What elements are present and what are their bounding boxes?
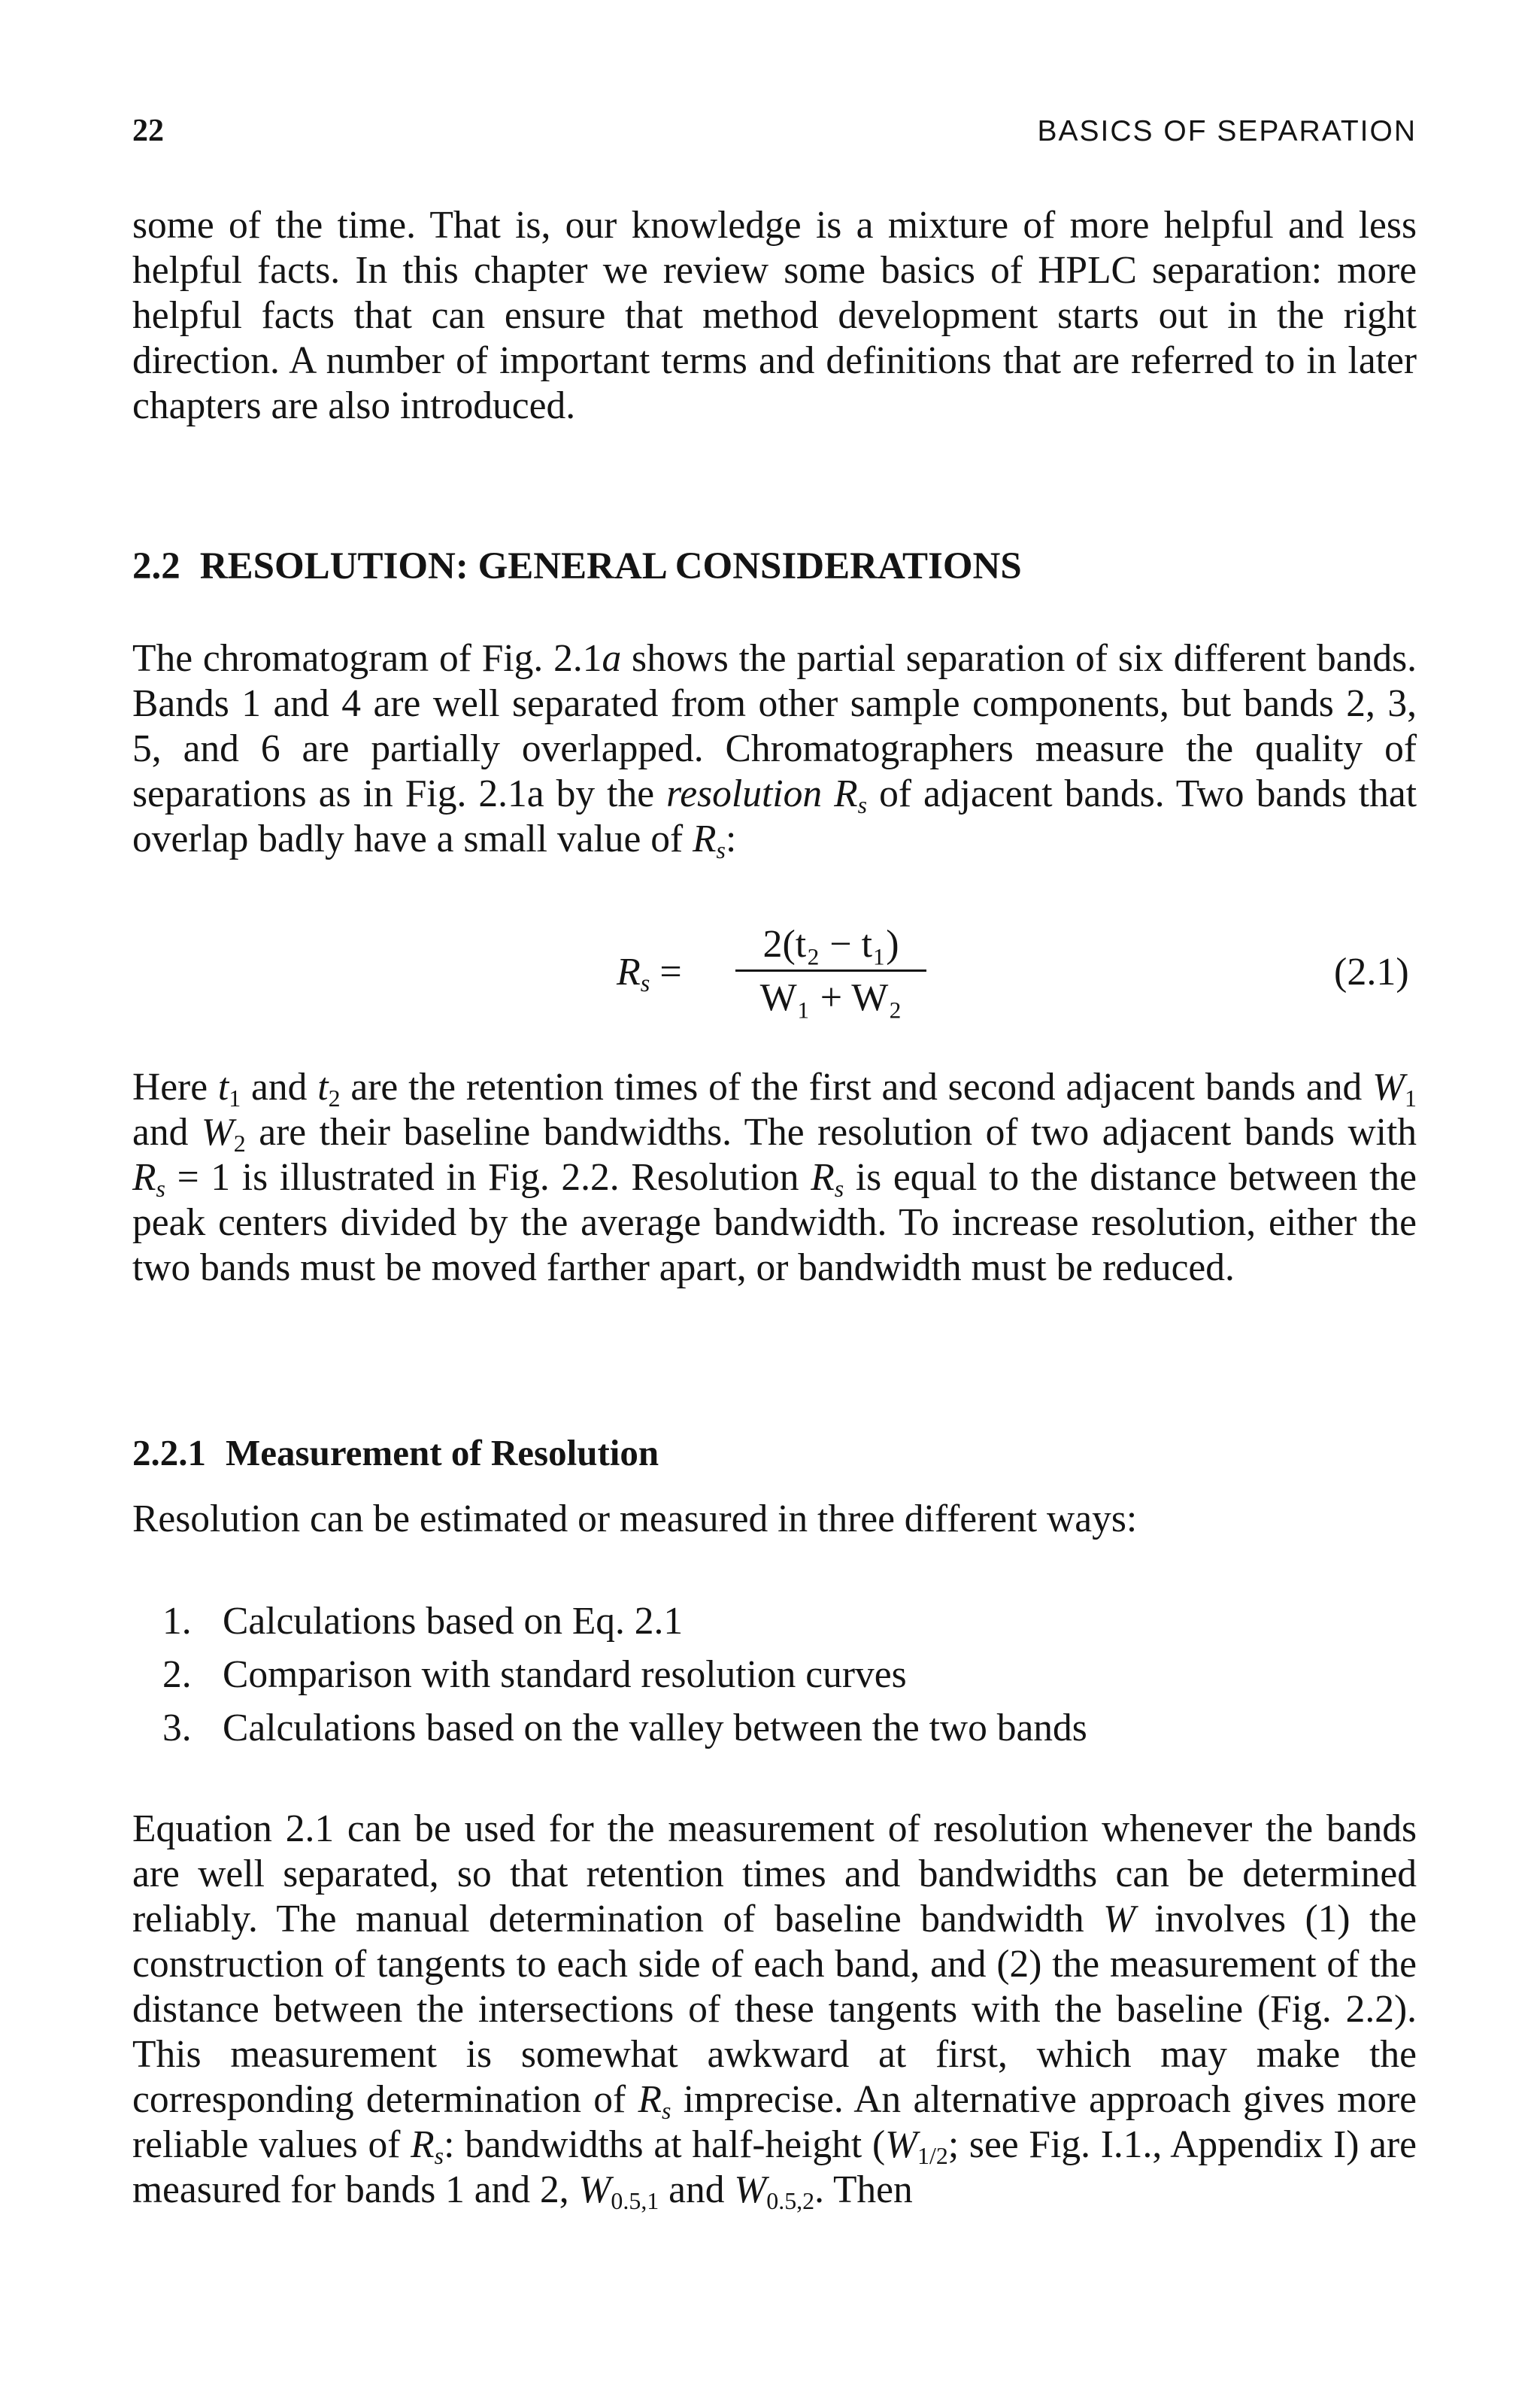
intro-paragraph: some of the time. That is, our knowledge is a mixture of more helpful and less helpful facts. In this chapter we review some basics of HPLC separation: more helpful facts that can ensure that method development starts out in the right direction. A number of important terms and definitions that are referred to in later chapters are also introduced. [132, 204, 1417, 427]
fraction-bar [735, 969, 926, 972]
equation-denominator: W₁ + W₂ [759, 976, 902, 1019]
running-title: BASICS OF SEPARATION [1037, 115, 1417, 147]
intro-paragraph-block [132, 203, 1417, 429]
section-title: RESOLUTION: GENERAL CONSIDERATIONS [199, 545, 1022, 587]
here-paragraph-block [132, 1065, 1417, 1291]
subsection-number: 2.2.1 [132, 1432, 206, 1473]
page-number: 22 [132, 114, 164, 148]
equation-2-1 [0, 921, 1540, 1027]
here-paragraph: Here $t_1$ and $t_2$ are the retention times of the first and second adjacent bands and $W_1$ and $W_2$ are their baseline bandwidths. The resolution of two adjacent bands with $R_s = 1$ is illustrated in Fig. 2.2. Resolution $R_s$ is equal to the distance between the peak centers divided by the average bandwidth. To increase resolution, either the two bands must be moved farther apart, or bandwidth must be reduced. [132, 1066, 1417, 1289]
subsection-title: Measurement of Resolution [226, 1432, 659, 1473]
resolution-paragraph-block [132, 636, 1417, 862]
list-item: 3. Calculations based on the valley between the two bands [162, 1707, 1087, 1749]
methods-list [162, 1595, 1087, 1755]
section-heading [132, 545, 1022, 588]
section-number: 2.2 [132, 545, 180, 587]
ways-paragraph-block [132, 1497, 1417, 1542]
list-item: 1. Calculations based on Eq. 2.1 [162, 1600, 684, 1643]
list-item: 2. Comparison with standard resolution curves [162, 1653, 907, 1696]
subsection-heading [132, 1431, 659, 1474]
equation-paragraph: Equation 2.1 can be used for the measurement of resolution whenever the bands are well separated, so that retention times and bandwidths can be determined reliably. The manual determination of baseline bandwidth W involves (1) the construction of tangents to each side of each band, and (2) the measurement of the distance between the intersections of these tangents with the baseline (Fig. 2.2). This measurement is somewhat awkward at first, which may make the corresponding determination of $R_s$ imprecise. An alternative approach gives more reliable values of $R_s$: bandwidths at half-height ($W_{1/2}$; see Fig. I.1., Appendix I) are measured for bands 1 and 2, $W_{0.5,1}$ and $W_{0.5,2}$. Then [132, 1807, 1417, 2214]
resolution-paragraph: The chromatogram of Fig. 2.1a shows the partial separation of six different bands. Bands 1 and 4 are well separated from other sample components, but bands 2, 3, 5, and 6 are partially overlapped. Chromatographers measure the quality of separations as in Fig. 2.1a by the resolution $R_s$ of adjacent bands. Two bands that overlap badly have a small value of $R_s$: [132, 637, 1417, 863]
equation-numerator: 2(t₂ − t₁) [762, 923, 899, 966]
running-header [132, 113, 1417, 149]
equation-label: (2.1) [1334, 951, 1409, 994]
equation-lhs: $R_s$ = [617, 951, 682, 997]
ways-paragraph: Resolution can be estimated or measured in three different ways: [132, 1497, 1138, 1540]
equation-fraction [735, 921, 926, 1021]
equation-paragraph-block [132, 1807, 1417, 2213]
